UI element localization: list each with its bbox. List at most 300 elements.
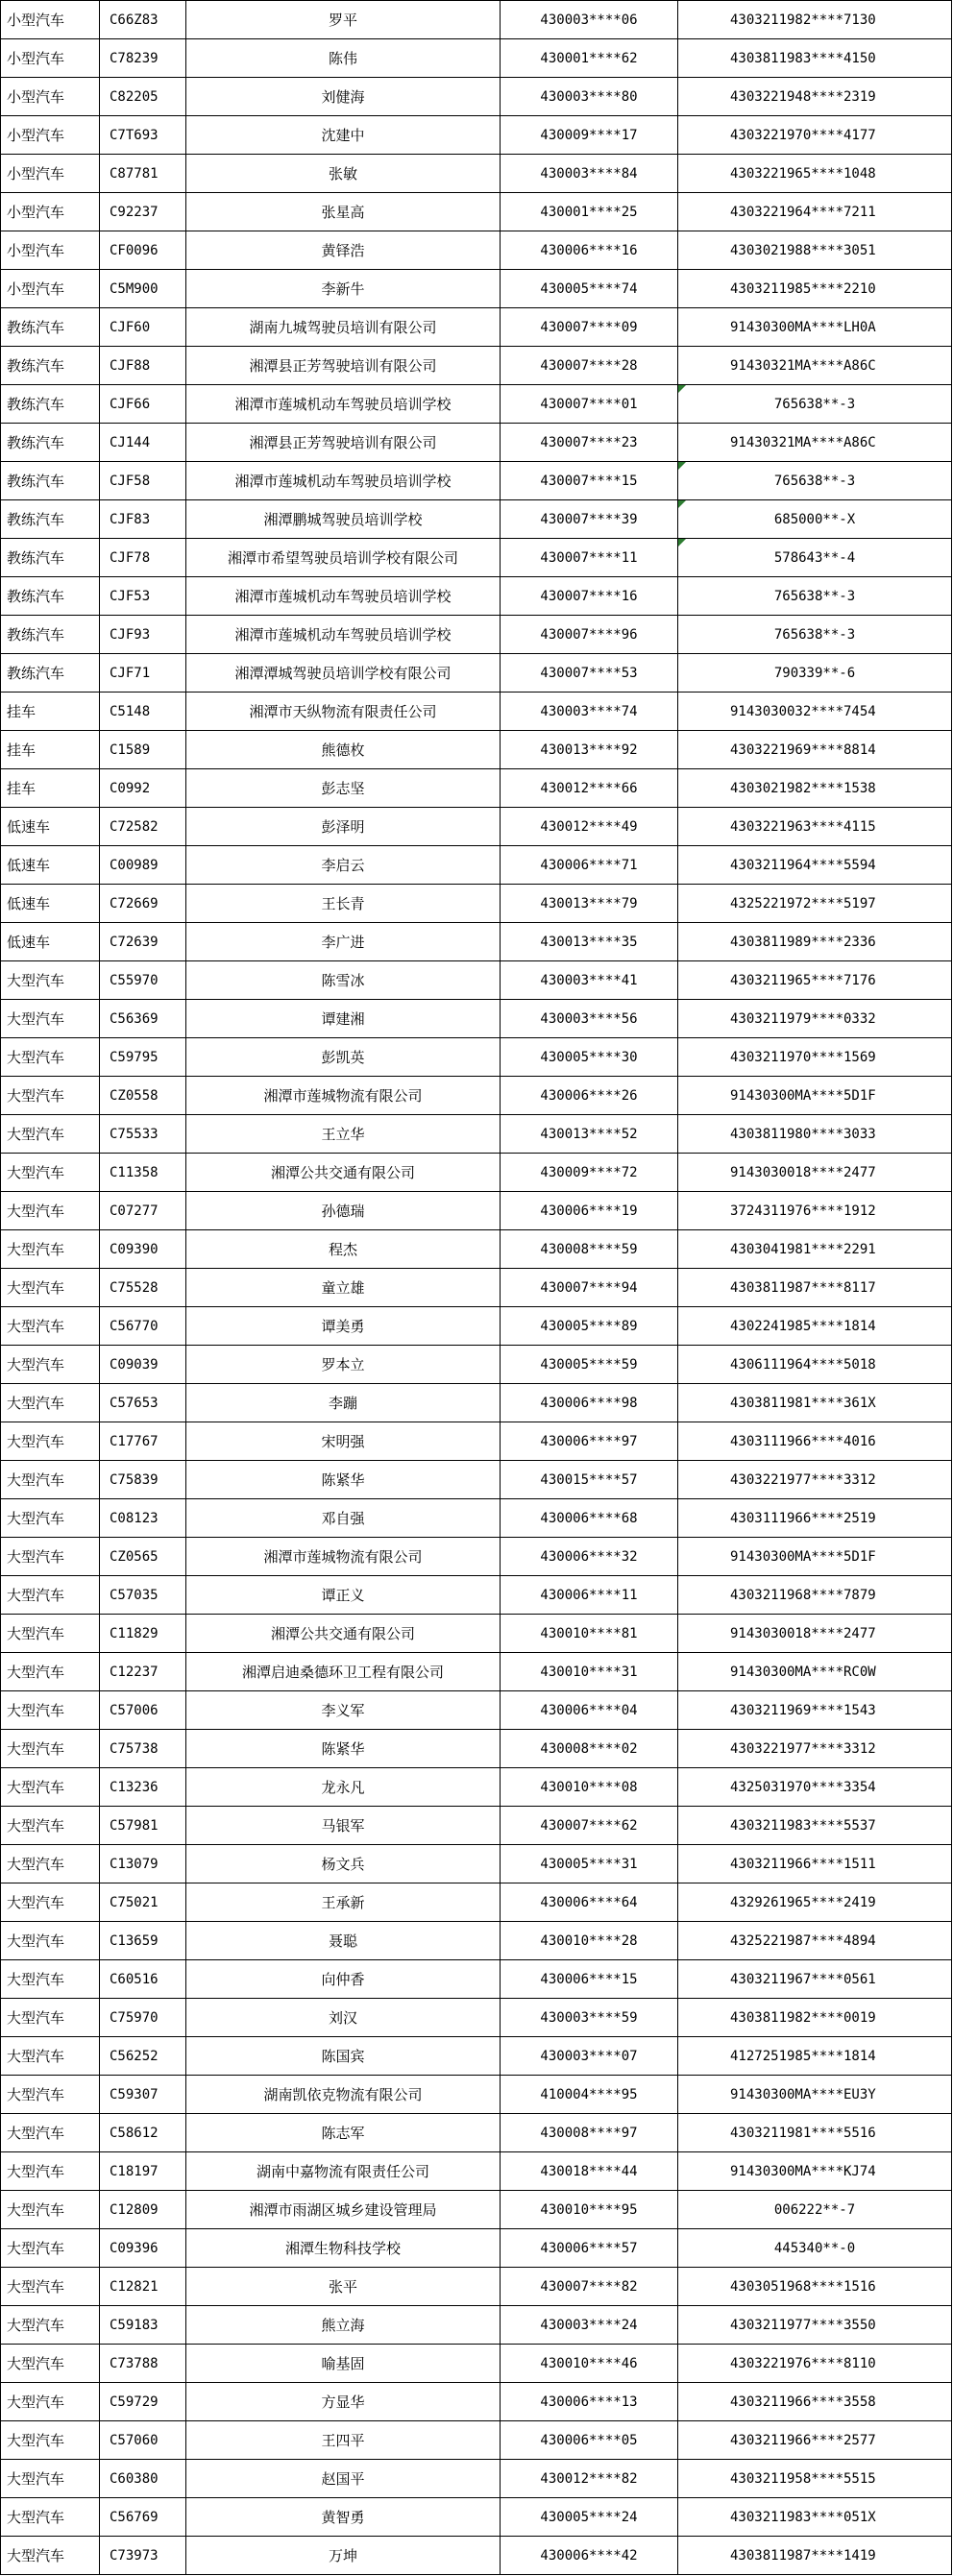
owner-name-cell: 刘健海: [186, 78, 501, 116]
area-code-cell: 430008****59: [501, 1230, 678, 1269]
vehicle-type-cell: 低速车: [1, 808, 100, 846]
area-code-cell: 430006****16: [501, 231, 678, 270]
owner-name-cell: 王承新: [186, 1883, 501, 1922]
area-code-cell: 430006****57: [501, 2229, 678, 2268]
id-number-cell: 578643**-4: [678, 539, 952, 577]
owner-name-cell: 湘潭公共交通有限公司: [186, 1154, 501, 1192]
plate-number-cell: C11829: [100, 1615, 186, 1653]
vehicle-type-cell: 大型汽车: [1, 1653, 100, 1691]
area-code-cell: 430007****82: [501, 2268, 678, 2306]
area-code-cell: 430010****08: [501, 1768, 678, 1807]
vehicle-type-cell: 大型汽车: [1, 1154, 100, 1192]
plate-number-cell: C08123: [100, 1499, 186, 1538]
table-row: [1, 2114, 952, 2152]
plate-number-cell: C58612: [100, 2114, 186, 2152]
owner-name-cell: 程杰: [186, 1230, 501, 1269]
area-code-cell: 430003****74: [501, 693, 678, 731]
plate-number-cell: C57653: [100, 1384, 186, 1422]
id-number-cell: 4303211983****051X: [678, 2498, 952, 2537]
table-row: [1, 1077, 952, 1115]
table-row: [1, 654, 952, 693]
owner-name-cell: 李新牛: [186, 270, 501, 308]
area-code-cell: 430012****49: [501, 808, 678, 846]
area-code-cell: 430006****42: [501, 2537, 678, 2575]
plate-number-cell: C72582: [100, 808, 186, 846]
id-number-cell: 4303211982****7130: [678, 1, 952, 39]
table-row: [1, 270, 952, 308]
vehicle-type-cell: 大型汽车: [1, 2114, 100, 2152]
plate-number-cell: C13236: [100, 1768, 186, 1807]
owner-name-cell: 赵国平: [186, 2460, 501, 2498]
area-code-cell: 430006****26: [501, 1077, 678, 1115]
area-code-cell: 430006****04: [501, 1691, 678, 1730]
table-row: [1, 1730, 952, 1768]
area-code-cell: 430013****92: [501, 731, 678, 769]
plate-number-cell: C75970: [100, 1999, 186, 2037]
area-code-cell: 430007****53: [501, 654, 678, 693]
plate-number-cell: C57981: [100, 1807, 186, 1845]
owner-name-cell: 熊立海: [186, 2306, 501, 2345]
id-number-cell: 4303041981****2291: [678, 1230, 952, 1269]
id-number-cell: 3724311976****1912: [678, 1192, 952, 1230]
area-code-cell: 430006****11: [501, 1576, 678, 1615]
vehicle-type-cell: 教练汽车: [1, 616, 100, 654]
plate-number-cell: C7T693: [100, 116, 186, 155]
area-code-cell: 430007****16: [501, 577, 678, 616]
vehicle-type-cell: 大型汽车: [1, 2076, 100, 2114]
vehicle-type-cell: 大型汽车: [1, 1461, 100, 1499]
plate-number-cell: C92237: [100, 193, 186, 231]
vehicle-type-cell: 大型汽车: [1, 2229, 100, 2268]
owner-name-cell: 聂聪: [186, 1922, 501, 1960]
area-code-cell: 430006****19: [501, 1192, 678, 1230]
table-row: [1, 1384, 952, 1422]
vehicle-type-cell: 大型汽车: [1, 2537, 100, 2575]
vehicle-type-cell: 大型汽车: [1, 1230, 100, 1269]
owner-name-cell: 陈雪冰: [186, 961, 501, 1000]
owner-name-cell: 湖南中嘉物流有限责任公司: [186, 2152, 501, 2191]
vehicle-type-cell: 教练汽车: [1, 347, 100, 385]
plate-number-cell: C75533: [100, 1115, 186, 1154]
id-number-cell: 91430321MA****A86C: [678, 347, 952, 385]
area-code-cell: 430006****13: [501, 2383, 678, 2421]
area-code-cell: 430003****06: [501, 1, 678, 39]
id-number-cell: 4303211958****5515: [678, 2460, 952, 2498]
table-row: [1, 1038, 952, 1077]
table-row: [1, 693, 952, 731]
vehicle-type-cell: 大型汽车: [1, 1960, 100, 1999]
owner-name-cell: 谭正义: [186, 1576, 501, 1615]
owner-name-cell: 陈伟: [186, 39, 501, 78]
owner-name-cell: 湘潭市莲城机动车驾驶员培训学校: [186, 462, 501, 500]
area-code-cell: 430018****44: [501, 2152, 678, 2191]
owner-name-cell: 湘潭潭城驾驶员培训学校有限公司: [186, 654, 501, 693]
id-number-cell: 9143030018****2477: [678, 1615, 952, 1653]
area-code-cell: 430007****94: [501, 1269, 678, 1307]
plate-number-cell: C75528: [100, 1269, 186, 1307]
vehicle-type-cell: 教练汽车: [1, 577, 100, 616]
plate-number-cell: C72639: [100, 923, 186, 961]
plate-number-cell: C78239: [100, 39, 186, 78]
id-number-cell: 4325221972****5197: [678, 885, 952, 923]
table-row: [1, 1422, 952, 1461]
plate-number-cell: C56252: [100, 2037, 186, 2076]
owner-name-cell: 湘潭县正芳驾驶培训有限公司: [186, 424, 501, 462]
id-number-cell: 4303811982****0019: [678, 1999, 952, 2037]
owner-name-cell: 李广进: [186, 923, 501, 961]
table-row: [1, 1999, 952, 2037]
plate-number-cell: C18197: [100, 2152, 186, 2191]
owner-name-cell: 孙德瑞: [186, 1192, 501, 1230]
vehicle-type-cell: 大型汽车: [1, 1883, 100, 1922]
id-number-cell: 4303221963****4115: [678, 808, 952, 846]
area-code-cell: 430003****59: [501, 1999, 678, 2037]
id-number-cell: 4303221964****7211: [678, 193, 952, 231]
plate-number-cell: C73973: [100, 2537, 186, 2575]
plate-number-cell: CZ0558: [100, 1077, 186, 1115]
table-row: [1, 116, 952, 155]
owner-name-cell: 湘潭县正芳驾驶培训有限公司: [186, 347, 501, 385]
owner-name-cell: 李义军: [186, 1691, 501, 1730]
owner-name-cell: 湘潭市天纵物流有限责任公司: [186, 693, 501, 731]
area-code-cell: 430006****64: [501, 1883, 678, 1922]
plate-number-cell: C13659: [100, 1922, 186, 1960]
owner-name-cell: 湘潭市莲城机动车驾驶员培训学校: [186, 385, 501, 424]
plate-number-cell: C82205: [100, 78, 186, 116]
table-row: [1, 1883, 952, 1922]
id-number-cell: 4303211977****3550: [678, 2306, 952, 2345]
area-code-cell: 430007****39: [501, 500, 678, 539]
plate-number-cell: C72669: [100, 885, 186, 923]
vehicle-type-cell: 大型汽车: [1, 1730, 100, 1768]
id-number-cell: 4303221965****1048: [678, 155, 952, 193]
plate-number-cell: CJF83: [100, 500, 186, 539]
table-row: [1, 1807, 952, 1845]
plate-number-cell: C11358: [100, 1154, 186, 1192]
vehicle-type-cell: 大型汽车: [1, 1384, 100, 1422]
area-code-cell: 430005****24: [501, 2498, 678, 2537]
vehicle-type-cell: 教练汽车: [1, 308, 100, 347]
area-code-cell: 430006****68: [501, 1499, 678, 1538]
plate-number-cell: C59307: [100, 2076, 186, 2114]
vehicle-type-cell: 大型汽车: [1, 1346, 100, 1384]
table-row: [1, 1461, 952, 1499]
vehicle-type-cell: 大型汽车: [1, 2152, 100, 2191]
area-code-cell: 430006****71: [501, 846, 678, 885]
table-row: [1, 1499, 952, 1538]
id-number-cell: 006222**-7: [678, 2191, 952, 2229]
area-code-cell: 430006****98: [501, 1384, 678, 1422]
id-number-cell: 9143030018****2477: [678, 1154, 952, 1192]
vehicle-type-cell: 低速车: [1, 923, 100, 961]
area-code-cell: 430007****96: [501, 616, 678, 654]
owner-name-cell: 刘汉: [186, 1999, 501, 2037]
id-number-cell: 4303211969****1543: [678, 1691, 952, 1730]
area-code-cell: 430012****82: [501, 2460, 678, 2498]
plate-number-cell: CJF58: [100, 462, 186, 500]
plate-number-cell: CJF66: [100, 385, 186, 424]
plate-number-cell: C12809: [100, 2191, 186, 2229]
table-row: [1, 1230, 952, 1269]
id-number-cell: 4303211964****5594: [678, 846, 952, 885]
vehicle-type-cell: 挂车: [1, 731, 100, 769]
id-number-cell: 91430300MA****LH0A: [678, 308, 952, 347]
plate-number-cell: C56369: [100, 1000, 186, 1038]
vehicle-type-cell: 大型汽车: [1, 1307, 100, 1346]
area-code-cell: 430015****57: [501, 1461, 678, 1499]
area-code-cell: 430005****30: [501, 1038, 678, 1077]
table-row: [1, 1307, 952, 1346]
owner-name-cell: 湘潭公共交通有限公司: [186, 1615, 501, 1653]
vehicle-type-cell: 大型汽车: [1, 1576, 100, 1615]
vehicle-type-cell: 大型汽车: [1, 1192, 100, 1230]
table-row: [1, 193, 952, 231]
vehicle-type-cell: 大型汽车: [1, 1077, 100, 1115]
owner-name-cell: 彭凯英: [186, 1038, 501, 1077]
table-row: [1, 1269, 952, 1307]
plate-number-cell: C59183: [100, 2306, 186, 2345]
plate-number-cell: C5148: [100, 693, 186, 731]
vehicle-type-cell: 挂车: [1, 769, 100, 808]
id-number-cell: 445340**-0: [678, 2229, 952, 2268]
table-row: [1, 308, 952, 347]
vehicle-type-cell: 大型汽车: [1, 2460, 100, 2498]
owner-name-cell: 马银军: [186, 1807, 501, 1845]
vehicle-type-cell: 大型汽车: [1, 1000, 100, 1038]
id-number-cell: 4303211970****1569: [678, 1038, 952, 1077]
table-row: [1, 2345, 952, 2383]
area-code-cell: 430009****72: [501, 1154, 678, 1192]
table-row: [1, 1576, 952, 1615]
area-code-cell: 430013****79: [501, 885, 678, 923]
plate-number-cell: C13079: [100, 1845, 186, 1883]
table-row: [1, 1154, 952, 1192]
owner-name-cell: 谭美勇: [186, 1307, 501, 1346]
owner-name-cell: 陈紧华: [186, 1461, 501, 1499]
table-row: [1, 1960, 952, 1999]
vehicle-type-cell: 低速车: [1, 846, 100, 885]
owner-name-cell: 沈建中: [186, 116, 501, 155]
table-row: [1, 885, 952, 923]
vehicle-type-cell: 大型汽车: [1, 1422, 100, 1461]
area-code-cell: 430007****62: [501, 1807, 678, 1845]
vehicle-type-cell: 小型汽车: [1, 116, 100, 155]
plate-number-cell: C66Z83: [100, 1, 186, 39]
vehicle-type-cell: 大型汽车: [1, 1115, 100, 1154]
vehicle-type-cell: 大型汽车: [1, 2383, 100, 2421]
vehicle-type-cell: 大型汽车: [1, 1922, 100, 1960]
owner-name-cell: 陈国宾: [186, 2037, 501, 2076]
id-number-cell: 91430300MA****EU3Y: [678, 2076, 952, 2114]
owner-name-cell: 彭志坚: [186, 769, 501, 808]
id-number-cell: 4303221976****8110: [678, 2345, 952, 2383]
area-code-cell: 430010****81: [501, 1615, 678, 1653]
plate-number-cell: C87781: [100, 155, 186, 193]
owner-name-cell: 黄智勇: [186, 2498, 501, 2537]
table-row: [1, 1115, 952, 1154]
table-row: [1, 2460, 952, 2498]
owner-name-cell: 罗本立: [186, 1346, 501, 1384]
vehicle-type-cell: 教练汽车: [1, 539, 100, 577]
table-row: [1, 616, 952, 654]
area-code-cell: 430005****59: [501, 1346, 678, 1384]
id-number-cell: 4303111966****2519: [678, 1499, 952, 1538]
area-code-cell: 430007****28: [501, 347, 678, 385]
id-number-cell: 4303211968****7879: [678, 1576, 952, 1615]
table-row: [1, 2076, 952, 2114]
plate-number-cell: CJF88: [100, 347, 186, 385]
id-number-cell: 790339**-6: [678, 654, 952, 693]
id-number-cell: 91430321MA****A86C: [678, 424, 952, 462]
table-row: [1, 2421, 952, 2460]
area-code-cell: 430005****74: [501, 270, 678, 308]
plate-number-cell: C75738: [100, 1730, 186, 1768]
table-row: [1, 347, 952, 385]
table-row: [1, 539, 952, 577]
vehicle-type-cell: 低速车: [1, 885, 100, 923]
area-code-cell: 430005****89: [501, 1307, 678, 1346]
id-number-cell: 91430300MA****5D1F: [678, 1538, 952, 1576]
table-row: [1, 808, 952, 846]
id-number-cell: 4127251985****1814: [678, 2037, 952, 2076]
plate-number-cell: C00989: [100, 846, 186, 885]
vehicle-type-cell: 教练汽车: [1, 462, 100, 500]
vehicle-type-cell: 大型汽车: [1, 1038, 100, 1077]
plate-number-cell: C5M900: [100, 270, 186, 308]
id-number-cell: 765638**-3: [678, 616, 952, 654]
id-number-cell: 4303811983****4150: [678, 39, 952, 78]
plate-number-cell: C60380: [100, 2460, 186, 2498]
area-code-cell: 430013****35: [501, 923, 678, 961]
table-row: [1, 2268, 952, 2306]
table-row: [1, 1691, 952, 1730]
vehicle-type-cell: 大型汽车: [1, 1807, 100, 1845]
table-row: [1, 2152, 952, 2191]
id-number-cell: 685000**-X: [678, 500, 952, 539]
plate-number-cell: CJF71: [100, 654, 186, 693]
vehicle-table-body: [1, 1, 952, 2575]
plate-number-cell: C75021: [100, 1883, 186, 1922]
table-row: [1, 2191, 952, 2229]
plate-number-cell: C55970: [100, 961, 186, 1000]
table-row: [1, 2498, 952, 2537]
owner-name-cell: 李启云: [186, 846, 501, 885]
owner-name-cell: 湘潭生物科技学校: [186, 2229, 501, 2268]
owner-name-cell: 方显华: [186, 2383, 501, 2421]
area-code-cell: 430006****97: [501, 1422, 678, 1461]
id-number-cell: 4303051968****1516: [678, 2268, 952, 2306]
vehicle-type-cell: 大型汽车: [1, 2421, 100, 2460]
plate-number-cell: C17767: [100, 1422, 186, 1461]
plate-number-cell: C57006: [100, 1691, 186, 1730]
plate-number-cell: C59795: [100, 1038, 186, 1077]
owner-name-cell: 湖南九城驾驶员培训有限公司: [186, 308, 501, 347]
area-code-cell: 410004****95: [501, 2076, 678, 2114]
area-code-cell: 430007****23: [501, 424, 678, 462]
vehicle-type-cell: 大型汽车: [1, 1999, 100, 2037]
area-code-cell: 430003****84: [501, 155, 678, 193]
vehicle-type-cell: 小型汽车: [1, 1, 100, 39]
table-row: [1, 231, 952, 270]
owner-name-cell: 王立华: [186, 1115, 501, 1154]
id-number-cell: 91430300MA****KJ74: [678, 2152, 952, 2191]
vehicle-type-cell: 大型汽车: [1, 1538, 100, 1576]
owner-name-cell: 邓自强: [186, 1499, 501, 1538]
owner-name-cell: 谭建湘: [186, 1000, 501, 1038]
vehicle-type-cell: 大型汽车: [1, 2345, 100, 2383]
vehicle-type-cell: 教练汽车: [1, 500, 100, 539]
owner-name-cell: 湘潭市希望驾驶员培训学校有限公司: [186, 539, 501, 577]
table-row: [1, 2229, 952, 2268]
table-row: [1, 500, 952, 539]
id-number-cell: 9143030032****7454: [678, 693, 952, 731]
owner-name-cell: 张星高: [186, 193, 501, 231]
plate-number-cell: C09390: [100, 1230, 186, 1269]
owner-name-cell: 杨文兵: [186, 1845, 501, 1883]
table-row: [1, 2306, 952, 2345]
table-row: [1, 1346, 952, 1384]
area-code-cell: 430001****25: [501, 193, 678, 231]
area-code-cell: 430003****80: [501, 78, 678, 116]
owner-name-cell: 张敏: [186, 155, 501, 193]
table-row: [1, 1845, 952, 1883]
plate-number-cell: C09396: [100, 2229, 186, 2268]
owner-name-cell: 陈紧华: [186, 1730, 501, 1768]
plate-number-cell: CJF53: [100, 577, 186, 616]
owner-name-cell: 李蹦: [186, 1384, 501, 1422]
table-row: [1, 769, 952, 808]
table-row: [1, 923, 952, 961]
table-row: [1, 577, 952, 616]
vehicle-type-cell: 大型汽车: [1, 2498, 100, 2537]
id-number-cell: 4329261965****2419: [678, 1883, 952, 1922]
area-code-cell: 430005****31: [501, 1845, 678, 1883]
owner-name-cell: 童立雄: [186, 1269, 501, 1307]
table-row: [1, 731, 952, 769]
area-code-cell: 430012****66: [501, 769, 678, 808]
id-number-cell: 4303811980****3033: [678, 1115, 952, 1154]
table-row: [1, 155, 952, 193]
id-number-cell: 91430300MA****RC0W: [678, 1653, 952, 1691]
plate-number-cell: C56769: [100, 2498, 186, 2537]
plate-number-cell: CJF93: [100, 616, 186, 654]
area-code-cell: 430006****15: [501, 1960, 678, 1999]
plate-number-cell: CJF60: [100, 308, 186, 347]
plate-number-cell: C09039: [100, 1346, 186, 1384]
owner-name-cell: 湘潭启迪桑德环卫工程有限公司: [186, 1653, 501, 1691]
table-row: [1, 961, 952, 1000]
id-number-cell: 4303221948****2319: [678, 78, 952, 116]
plate-number-cell: C57060: [100, 2421, 186, 2460]
plate-number-cell: C1589: [100, 731, 186, 769]
table-row: [1, 39, 952, 78]
id-number-cell: 4303211983****5537: [678, 1807, 952, 1845]
vehicle-type-cell: 教练汽车: [1, 654, 100, 693]
id-number-cell: 4306111964****5018: [678, 1346, 952, 1384]
area-code-cell: 430006****05: [501, 2421, 678, 2460]
area-code-cell: 430001****62: [501, 39, 678, 78]
vehicle-type-cell: 大型汽车: [1, 1691, 100, 1730]
plate-number-cell: C0992: [100, 769, 186, 808]
vehicle-type-cell: 大型汽车: [1, 1499, 100, 1538]
plate-number-cell: C73788: [100, 2345, 186, 2383]
vehicle-type-cell: 大型汽车: [1, 1615, 100, 1653]
plate-number-cell: C12821: [100, 2268, 186, 2306]
area-code-cell: 430007****11: [501, 539, 678, 577]
table-row: [1, 2383, 952, 2421]
id-number-cell: 4303211966****3558: [678, 2383, 952, 2421]
table-row: [1, 1, 952, 39]
